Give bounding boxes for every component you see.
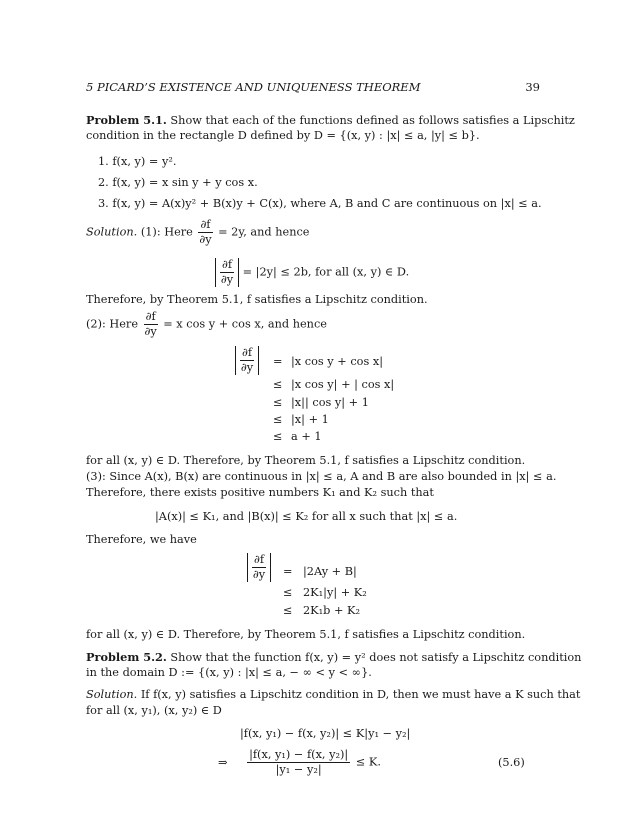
fraction-numerator: ∂f bbox=[200, 218, 211, 231]
align-2-rel-3: ≤ bbox=[273, 413, 283, 426]
align-2-rhs-0: |x cos y + cos x| bbox=[291, 355, 384, 368]
problem-5-1-item-1: 1. f(x, y) = y². bbox=[98, 155, 177, 168]
problem-5-1-line-1 bbox=[86, 113, 575, 128]
fraction-numerator: ∂f bbox=[242, 346, 253, 359]
solution-5-2-line-1 bbox=[86, 688, 580, 702]
align-2-rel-4: ≤ bbox=[273, 430, 283, 443]
problem-5-2-line-1 bbox=[86, 650, 581, 665]
page-number: 39 bbox=[525, 80, 540, 94]
align-3-rhs-1: 2K₁|y| + K₂ bbox=[303, 586, 367, 599]
we-have-line: Therefore, we have bbox=[86, 533, 197, 546]
solution-part-1-prefix: (1): Here bbox=[137, 225, 193, 239]
align-2-rhs-3: |x| + 1 bbox=[291, 413, 329, 426]
align-3-lhs bbox=[247, 553, 271, 582]
align-3-rhs-0: |2Ay + B| bbox=[303, 565, 357, 578]
align-2-rhs-1: |x cos y| + | cos x| bbox=[291, 378, 395, 391]
lipschitz-ratio-equation bbox=[218, 748, 381, 777]
partial-derivative-fraction bbox=[252, 553, 266, 582]
solution-part-1 bbox=[86, 218, 309, 247]
partial-derivative-fraction bbox=[240, 346, 254, 375]
problem-5-1-line-2: condition in the rectangle D defined by D = {(x, y) : |x| ≤ a, |y| ≤ b}. bbox=[86, 129, 480, 142]
align-2-rel-1: ≤ bbox=[273, 378, 283, 391]
align-2-rel-0: = bbox=[273, 355, 283, 368]
abs-value bbox=[235, 346, 259, 375]
abs-value bbox=[215, 258, 239, 287]
solution-part-2 bbox=[86, 310, 327, 339]
solution-part-3-line-1: (3): Since A(x), B(x) are continuous in |x| ≤ a, A and B are also bounded in |x| ≤ a. bbox=[86, 470, 557, 483]
partial-derivative-fraction bbox=[144, 310, 158, 339]
align-3-rel-0: = bbox=[283, 565, 293, 578]
header-title: 5 PICARD’S EXISTENCE AND UNIQUENESS THEOREM bbox=[86, 80, 421, 94]
fraction-numerator: ∂f bbox=[254, 553, 265, 566]
problem-5-1-text: Show that each of the functions defined as follows satisfies a Lipschitz bbox=[166, 114, 575, 127]
therefore-line-3: for all (x, y) ∈ D. Therefore, by Theorem 5.1, f satisfies a Lipschitz condition. bbox=[86, 628, 526, 641]
fraction-numerator: ∂f bbox=[145, 310, 156, 323]
running-header bbox=[86, 80, 540, 94]
solution-label: Solution. bbox=[86, 225, 138, 239]
solution-label: Solution. bbox=[86, 688, 138, 701]
therefore-line-1: Therefore, by Theorem 5.1, f satisfies a Lipschitz condition. bbox=[86, 293, 428, 306]
equation-rhs: = |2y| ≤ 2b, for all (x, y) ∈ D. bbox=[242, 265, 410, 279]
solution-5-2-line-2: for all (x, y₁), (x, y₂) ∈ D bbox=[86, 704, 222, 717]
difference-quotient-fraction bbox=[247, 748, 350, 777]
partial-derivative-fraction bbox=[198, 218, 212, 247]
fraction-denominator: ∂y bbox=[144, 325, 157, 338]
solution-5-2-text: If f(x, y) satisfies a Lipschitz condition in D, then we must have a K such that bbox=[137, 688, 581, 701]
ratio-rhs: ≤ K. bbox=[352, 755, 381, 769]
problem-5-1-item-3: 3. f(x, y) = A(x)y² + B(x)y + C(x), where A, B and C are continuous on |x| ≤ a. bbox=[98, 197, 542, 210]
solution-part-2-suffix: = x cos y + cos x, and hence bbox=[159, 317, 327, 331]
fraction-denominator: ∂y bbox=[240, 361, 254, 374]
fraction-denominator: ∂y bbox=[220, 273, 234, 286]
abs-value bbox=[247, 553, 271, 582]
fraction-numerator: |f(x, y₁) − f(x, y₂)| bbox=[249, 748, 349, 761]
equation-number: (5.6) bbox=[498, 756, 525, 769]
fraction-denominator: ∂y bbox=[199, 233, 212, 246]
problem-5-1-item-2: 2. f(x, y) = x sin y + y cos x. bbox=[98, 176, 258, 189]
solution-part-2-prefix: (2): Here bbox=[86, 317, 139, 331]
fraction-denominator: |y₁ − y₂| bbox=[275, 763, 322, 776]
fraction-denominator: ∂y bbox=[252, 568, 266, 581]
align-3-rel-2: ≤ bbox=[283, 604, 293, 617]
solution-part-1-suffix: = 2y, and hence bbox=[214, 225, 310, 239]
therefore-line-2: for all (x, y) ∈ D. Therefore, by Theorem 5.1, f satisfies a Lipschitz condition. bbox=[86, 454, 526, 467]
problem-5-2-label: Problem 5.2. bbox=[86, 650, 167, 664]
partial-derivative-fraction bbox=[220, 258, 234, 287]
implies-symbol: ⇒ bbox=[218, 755, 228, 769]
align-3-rhs-2: 2K₁b + K₂ bbox=[303, 604, 361, 617]
problem-5-2-line-2: in the domain D := {(x, y) : |x| ≤ a, − ∞ < y < ∞}. bbox=[86, 666, 372, 679]
align-2-lhs bbox=[235, 346, 259, 375]
solution-part-3-line-2: Therefore, there exists positive numbers K₁ and K₂ such that bbox=[86, 486, 434, 499]
problem-5-1-label: Problem 5.1. bbox=[86, 113, 167, 127]
bounds-equation: |A(x)| ≤ K₁, and |B(x)| ≤ K₂ for all x such that |x| ≤ a. bbox=[155, 510, 458, 523]
problem-5-2-text: Show that the function f(x, y) = y² does not satisfy a Lipschitz condition bbox=[166, 651, 582, 664]
equation-abs-bound bbox=[215, 258, 409, 287]
align-2-rhs-2: |x|| cos y| + 1 bbox=[291, 396, 369, 409]
align-2-rel-2: ≤ bbox=[273, 396, 283, 409]
align-3-rel-1: ≤ bbox=[283, 586, 293, 599]
fraction-numerator: ∂f bbox=[222, 258, 233, 271]
align-2-rhs-4: a + 1 bbox=[291, 430, 322, 443]
lipschitz-inequality: |f(x, y₁) − f(x, y₂)| ≤ K|y₁ − y₂| bbox=[240, 727, 411, 740]
